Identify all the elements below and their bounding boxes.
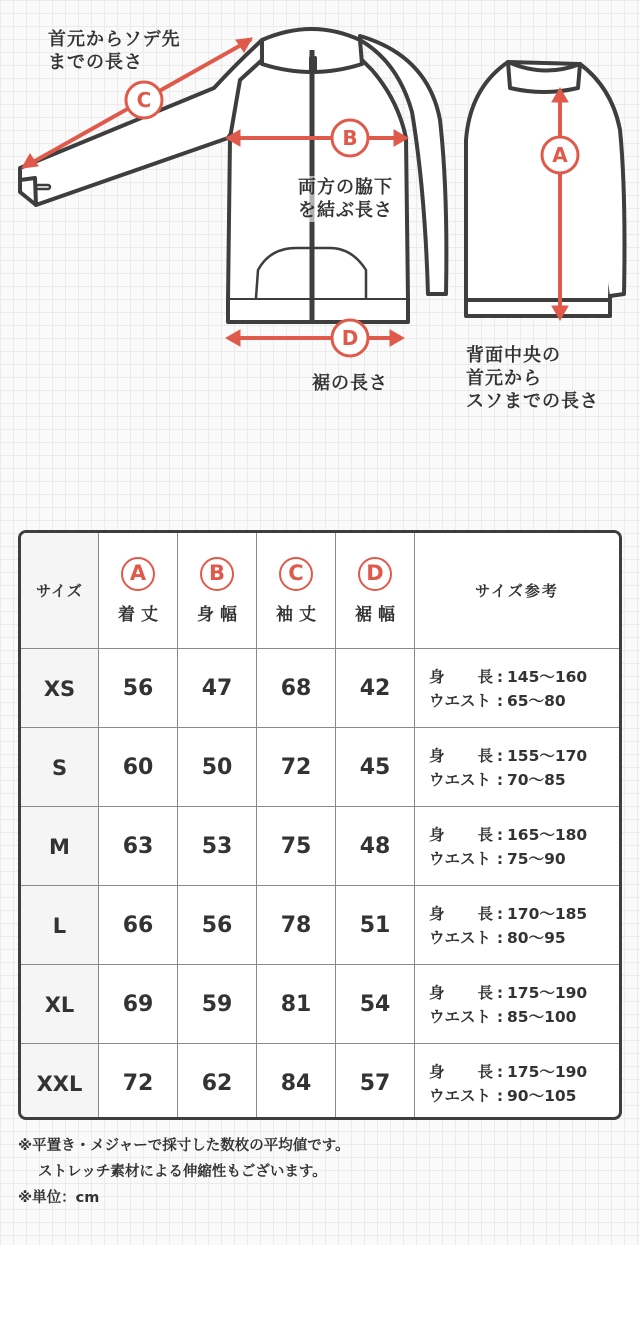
value-hem: 54 [359, 992, 391, 1017]
label-c-line2: までの長さ [48, 52, 143, 73]
reference-cell [415, 728, 619, 807]
arrow-d-head-right [390, 330, 404, 346]
label-a-line3: スソまでの長さ [466, 391, 599, 412]
reference-waist-label: ウエスト [429, 849, 492, 868]
label-a [466, 344, 599, 413]
header-col-b [178, 533, 257, 648]
header-marker-c: C [279, 557, 313, 591]
table-header-row [21, 533, 619, 648]
reference-waist-line [429, 926, 566, 950]
reference-height-label: 身 長 [429, 746, 493, 765]
label-b-line1: 両方の脇下 [298, 177, 393, 198]
header-label-d: 裾幅 [355, 604, 401, 625]
value-width: 59 [201, 992, 233, 1017]
table-row [21, 727, 619, 807]
reference-separator: : [496, 1062, 504, 1081]
reference-height-value: 170～185 [507, 904, 588, 923]
value-width: 47 [201, 676, 233, 701]
header-label-a: 着丈 [118, 604, 164, 625]
size-name: XS [43, 676, 76, 701]
value-sleeve: 75 [280, 834, 312, 859]
value-sleeve: 78 [280, 913, 312, 938]
reference-waist-line [429, 689, 566, 713]
reference-waist-label: ウエスト [429, 770, 492, 789]
note-line-1: ※平置き・メジャーで採寸した数枚の平均値です。 [18, 1138, 350, 1154]
reference-waist-line [429, 768, 566, 792]
value-cell-length [99, 886, 178, 965]
reference-separator: : [496, 746, 504, 765]
value-hem: 45 [359, 755, 391, 780]
reference-height-line [429, 744, 587, 768]
value-hem: 48 [359, 834, 391, 859]
value-sleeve: 72 [280, 755, 312, 780]
size-cell [21, 886, 99, 965]
value-cell-sleeve [257, 1044, 336, 1120]
size-cell [21, 728, 99, 807]
value-cell-hem [336, 649, 415, 728]
reference-height-line [429, 1060, 587, 1084]
reference-cell [415, 807, 619, 886]
value-length: 69 [122, 992, 154, 1017]
reference-height-label: 身 長 [429, 825, 493, 844]
value-length: 66 [122, 913, 154, 938]
label-d [312, 372, 388, 395]
size-name: S [51, 755, 68, 780]
label-d-line1: 裾の長さ [312, 373, 388, 394]
value-cell-sleeve [257, 965, 336, 1044]
size-cell [21, 807, 99, 886]
reference-waist-line [429, 847, 566, 871]
value-cell-length [99, 807, 178, 886]
reference-waist-value: 75～90 [507, 849, 566, 868]
reference-waist-label: ウエスト [429, 928, 492, 947]
reference-height-value: 165～180 [507, 825, 588, 844]
zipper-pull [309, 56, 317, 72]
header-label-b: 身幅 [197, 604, 243, 625]
reference-waist-label: ウエスト [429, 691, 492, 710]
note-unit: ※単位：cm [18, 1190, 100, 1206]
size-table [18, 530, 622, 1120]
label-b [298, 176, 393, 222]
label-c-line1: 首元からソデ先 [48, 29, 181, 50]
reference-cell [415, 965, 619, 1044]
note-line-2: ストレッチ素材による伸縮性もございます。 [38, 1164, 327, 1180]
reference-height-line [429, 981, 587, 1005]
value-cell-length [99, 728, 178, 807]
reference-height-line [429, 902, 587, 926]
value-cell-sleeve [257, 807, 336, 886]
reference-height-label: 身 長 [429, 667, 493, 686]
marker-c-letter: C [136, 88, 152, 112]
value-cell-sleeve [257, 728, 336, 807]
value-hem: 57 [359, 1071, 391, 1096]
size-name: L [52, 913, 67, 938]
value-cell-length [99, 649, 178, 728]
reference-height-value: 145～160 [507, 667, 588, 686]
reference-separator: : [496, 825, 504, 844]
marker-d-letter: D [341, 326, 359, 350]
reference-waist-value: 90～105 [507, 1086, 577, 1105]
value-cell-sleeve [257, 649, 336, 728]
value-sleeve: 68 [280, 676, 312, 701]
size-name: M [49, 834, 70, 859]
reference-waist-value: 80～95 [507, 928, 566, 947]
value-cell-width [178, 965, 257, 1044]
table-row [21, 806, 619, 886]
reference-waist-value: 85～100 [507, 1007, 577, 1026]
reference-separator: : [496, 849, 504, 868]
reference-separator: : [496, 1007, 504, 1026]
value-length: 60 [122, 755, 154, 780]
front-hem-band [228, 300, 408, 322]
value-length: 63 [122, 834, 154, 859]
table-row [21, 964, 619, 1044]
header-size-cell [21, 533, 99, 648]
header-col-d [336, 533, 415, 648]
value-cell-width [178, 807, 257, 886]
marker-a-letter: A [552, 143, 568, 167]
reference-waist-label: ウエスト [429, 1086, 492, 1105]
reference-height-value: 175～190 [507, 1062, 588, 1081]
label-b-line2: を結ぶ長さ [298, 200, 393, 221]
notes [18, 1133, 350, 1211]
reference-separator: : [496, 928, 504, 947]
reference-waist-line [429, 1005, 576, 1029]
header-label-c: 袖丈 [276, 604, 322, 625]
value-length: 56 [122, 676, 154, 701]
reference-height-line [429, 665, 587, 689]
label-a-line2: 首元から [466, 368, 542, 389]
value-cell-width [178, 728, 257, 807]
table-row [21, 885, 619, 965]
reference-cell [415, 1044, 619, 1120]
reference-separator: : [496, 691, 504, 710]
reference-waist-line [429, 1084, 576, 1108]
value-cell-hem [336, 886, 415, 965]
header-col-c [257, 533, 336, 648]
value-cell-sleeve [257, 886, 336, 965]
value-hem: 51 [359, 913, 391, 938]
value-hem: 42 [359, 676, 391, 701]
size-name: XXL [36, 1071, 83, 1096]
size-name: XL [44, 992, 75, 1017]
reference-waist-value: 70～85 [507, 770, 566, 789]
value-cell-hem [336, 807, 415, 886]
reference-waist-value: 65～80 [507, 691, 566, 710]
reference-height-value: 155～170 [507, 746, 588, 765]
header-reference-label: サイズ参考 [475, 582, 559, 600]
header-size-label: サイズ [36, 582, 83, 600]
value-cell-width [178, 649, 257, 728]
value-width: 62 [201, 1071, 233, 1096]
header-marker-a: A [121, 557, 155, 591]
front-left-cuff-detail [36, 185, 50, 189]
header-marker-d: D [358, 557, 392, 591]
value-cell-hem [336, 1044, 415, 1120]
value-sleeve: 81 [280, 992, 312, 1017]
reference-height-value: 175～190 [507, 983, 588, 1002]
value-width: 53 [201, 834, 233, 859]
value-cell-hem [336, 728, 415, 807]
reference-separator: : [496, 904, 504, 923]
reference-separator: : [496, 667, 504, 686]
size-cell [21, 1044, 99, 1120]
value-sleeve: 84 [280, 1071, 312, 1096]
value-width: 56 [201, 913, 233, 938]
value-cell-width [178, 886, 257, 965]
header-marker-b: B [200, 557, 234, 591]
reference-separator: : [496, 983, 504, 1002]
marker-b-letter: B [342, 126, 358, 150]
header-col-a [99, 533, 178, 648]
reference-separator: : [496, 1086, 504, 1105]
size-cell [21, 965, 99, 1044]
value-length: 72 [122, 1071, 154, 1096]
reference-cell [415, 649, 619, 728]
value-width: 50 [201, 755, 233, 780]
reference-waist-label: ウエスト [429, 1007, 492, 1026]
reference-height-label: 身 長 [429, 983, 493, 1002]
reference-height-label: 身 長 [429, 1062, 493, 1081]
arrow-d-head-left [226, 330, 240, 346]
reference-height-label: 身 長 [429, 904, 493, 923]
label-a-line1: 背面中央の [466, 345, 561, 366]
value-cell-length [99, 965, 178, 1044]
value-cell-hem [336, 965, 415, 1044]
header-reference-cell [415, 533, 619, 648]
size-cell [21, 649, 99, 728]
value-cell-length [99, 1044, 178, 1120]
label-c [48, 28, 181, 74]
reference-height-line [429, 823, 587, 847]
table-row [21, 648, 619, 728]
value-cell-width [178, 1044, 257, 1120]
reference-cell [415, 886, 619, 965]
table-row [21, 1043, 619, 1120]
reference-separator: : [496, 770, 504, 789]
